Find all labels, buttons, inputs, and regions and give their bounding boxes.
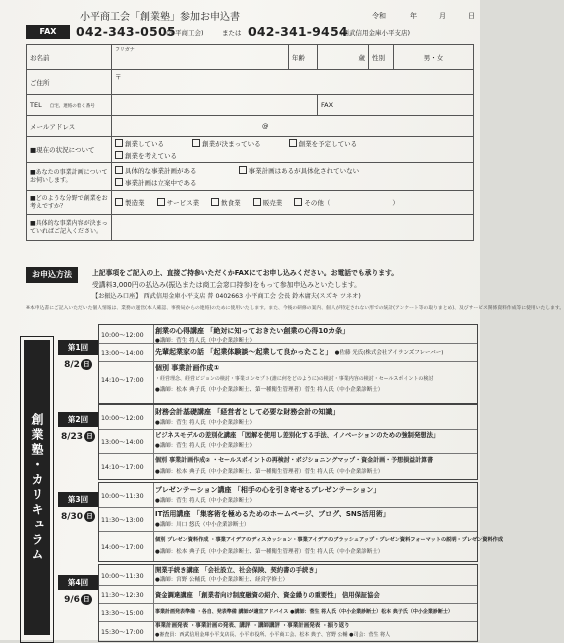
checkbox[interactable] [115,166,123,174]
row-content [155,590,475,599]
curriculum [14,320,504,640]
checkbox[interactable] [239,166,247,174]
date-line [372,11,475,21]
row-time: 13:00〜14:00 [101,439,144,446]
schedule-row [99,429,477,454]
row-content [155,455,475,478]
checkbox[interactable] [192,139,200,147]
row-time: 13:00〜14:00 [101,350,144,357]
schedule-row [99,531,504,561]
fax-sub-1: (小平商工会) [166,29,204,37]
row-title: 創業の心得講座 「絶対に知っておきたい創業の心得10カ条」 [155,327,350,335]
session-3 [58,492,98,522]
plan-label: ■あなたの事業計画についてお伺いします。 [27,163,112,191]
day-badge: 日 [84,511,95,522]
row-content [155,326,475,344]
schedule-row [99,483,477,508]
schedule-row [99,325,477,344]
email-label: メールアドレス [27,116,112,137]
checkbox[interactable] [294,198,302,206]
field-option[interactable]: その他（ [294,199,330,207]
concrete-label: ■具体的な事業内容が決まっていればご記入ください。 [27,215,112,241]
row-lecturer: ●講師：松本 典子氏（中小企業診断士、第一種衛生管理者）菅生 将人氏（中小企業診断士） [155,387,384,393]
row-lecturer: ●講師：松本 典子氏（中小企業診断士、第一種衛生管理者）菅生 将人氏（中小企業診断士） [155,469,384,475]
checkbox[interactable] [115,198,123,206]
fax-number-2[interactable]: 042-341-9454 [248,24,348,39]
session-1 [58,340,98,370]
row-time: 13:30〜15:00 [101,610,144,617]
field-option[interactable]: 飲食業 [211,199,241,207]
fax-field-cell[interactable] [318,95,474,116]
sex-field[interactable]: 男・女 [394,45,474,70]
status-option[interactable]: 創業を予定している [289,140,358,148]
plan-option[interactable]: 事業計画は立案中である [115,179,197,187]
address-label: ご住所 [27,70,112,95]
privacy-note: ※本申込書にご記入いただいた個人情報は、業務の運営(本人確認、事務局からの連絡)のために使用いたします。また、今後の研修の案内、個人が特定されない形での統計(アンケート等の取りまとめ)、及びサービス関係資料作成等に使用いたします。 [26,306,564,311]
field-close-paren: ） [392,199,399,207]
row-content [155,363,475,395]
email-field[interactable] [112,116,474,137]
schedule-row [99,585,477,604]
fax-field-label: FAX [321,101,334,109]
age-label: 年齢 [289,45,318,70]
curriculum-vertical-title: 創業塾・カリキュラム [24,340,50,635]
name-label: お名前 [27,45,112,70]
row-lecturer: ●審査員：西武信用金庫小平支店長、小平市役所、小平商工会、松本 典子、宮野 公輔 ●司会：菅生 将人 [155,632,391,638]
fax-bar [26,23,476,42]
row-title: プレゼンテーション講座 「相手の心を引き寄せるプレゼンテーション」 [155,486,381,494]
session-date: 8/2 日 [58,359,98,370]
fax-sub-2: (西武信用金庫小平支店) [340,29,411,37]
row-time: 14:10〜17:00 [101,464,144,471]
row-content [155,485,475,506]
schedule-row [99,565,477,586]
session-number: 第2回 [58,412,98,427]
row-time: 14:00〜17:00 [101,544,144,551]
schedule-row [99,453,477,479]
howto-line-1: 上記事項をご記入の上、直接ご持参いただくかFAXにてお申し込みください。お電話でも承ります。 [92,269,399,277]
schedule-row [99,343,477,362]
plan-options [112,163,474,191]
row-title: 個別 事業計画作成① [155,364,220,372]
row-title: 事業計画発表 ・事業計画の発表、講評 ・講師講評 ・事業計画発表 ・振り返り [155,623,350,629]
address-field[interactable] [112,70,474,95]
row-title: ビジネスモデルの差別化講座 「図解を使用し差別化する手法、イノベーションのための強制発想法」 [155,432,440,439]
status-options [112,137,474,163]
day-badge: 日 [81,594,92,605]
status-label: ■現在の状況について [27,137,112,163]
session-1-block [98,324,478,404]
row-lecturer: ●講師：菅生 将人氏（中小企業診断士） [155,443,256,449]
session-4 [58,575,98,605]
row-lecturer: ●佐藤 光氏(株式会社アイランズフレーバー) [334,350,444,356]
row-title: IT活用講座 「集客術を極めるためのホームページ、ブログ、SNS活用術」 [155,510,390,518]
session-3-block [98,482,504,562]
row-content [155,534,504,558]
fax-or: または [222,29,242,37]
session-date: 8/30 日 [58,511,98,522]
age-field[interactable]: 歳 [318,45,369,70]
status-option[interactable]: 創業している [115,140,164,148]
tel-field[interactable] [112,95,318,116]
date-month: 月 [439,12,446,20]
name-field[interactable] [112,45,289,70]
row-lecturer: ●講師：松本 典子氏（中小企業診断士、第一種衛生管理者）菅生 将人氏（中小企業診断士） [155,549,384,555]
postal-mark: 〒 [115,73,122,81]
row-title: 個別 プレゼン資料作成 ・事業アイデアのディスカッション・事業アイデアのブラッシュアップ・プレゼン資料フォーマットの説明・プレゼン資料作成 [155,537,504,543]
status-option[interactable]: 創業が決まっている [192,140,261,148]
row-content [155,509,475,530]
row-title: 資金調達講座 「創業者向け制度融資の紹介、資金繰りの重要性」 信用保証協会 [155,592,380,599]
fax-label: FAX [26,25,70,39]
schedule-row [99,405,477,430]
field-label: ■どのような分野で創業をお考えですか？ [27,191,112,215]
session-number: 第4回 [58,575,98,590]
row-time: 14:10〜17:00 [101,377,144,384]
row-title: 開業手続き講座 「会社設立、社会保険、契約書の手続き」 [155,567,321,574]
plan-option[interactable]: 事業計画はあるが具体化されていない [239,167,360,175]
row-time: 10:00〜11:30 [101,493,144,500]
schedule-row [99,507,477,532]
checkbox[interactable] [157,198,165,206]
date-year: 年 [410,12,417,20]
checkbox[interactable] [115,139,123,147]
tel-hint: 自宅、連絡の着く番号 [49,104,95,109]
concrete-field[interactable] [112,215,474,241]
day-badge: 日 [84,431,95,442]
row-time: 10:00〜12:00 [101,332,144,339]
row-content [155,608,475,615]
row-lecturer: ●講師：菅生 将人氏（中小企業診断士） [155,498,256,504]
howto-line-3: 【お振込み口座】 西武信用金庫小平支店 普 0402663 小平商工会 会長 鈴木庸夫(スズキ ツネオ) [92,293,361,300]
session-2 [58,412,98,442]
howto-line-2: 受講料3,000円の払込み(振込または商工会窓口持参)をもって参加申込みといたします。 [92,281,361,289]
row-lecturer: ●講師：宮野 公輔氏（中小企業診断士、経営学修士） [155,577,289,583]
row-subtext: ・経営理念、経営ビジョンの検討・事業コンセプト(誰に何をどのように)の検討・事業内容の検討・セールスポイントの検討 [155,376,434,382]
session-4-block [98,564,478,642]
row-content [155,431,475,451]
row-title: 先輩起業家の話 「起業体験談〜起業して良かったこと」 [155,348,333,356]
row-content [155,347,475,357]
session-number: 第1回 [58,340,98,355]
session-2-block [98,404,478,480]
fax-number-1[interactable]: 042-343-0505 [76,24,176,39]
howto-tag: お申込方法 [26,267,78,283]
row-lecturer: ●講師：菅生 将人氏（中小企業診断士） [155,420,256,426]
email-at: @ [262,122,269,130]
session-date: 8/23 日 [58,431,98,442]
row-time: 11:30〜13:00 [101,517,144,524]
schedule-row [99,603,477,622]
application-form-table [26,44,474,241]
row-title: 財務会計基礎講座 「経営者として必要な財務会計の知識」 [155,408,340,416]
session-number: 第3回 [58,492,98,507]
row-time: 15:30〜17:00 [101,629,144,636]
checkbox[interactable] [211,198,219,206]
row-time: 11:30〜12:30 [101,592,144,599]
date-day: 日 [468,12,475,20]
field-option[interactable]: 販売業 [253,199,283,207]
checkbox[interactable] [115,178,123,186]
checkbox[interactable] [115,151,123,159]
row-time: 10:00〜12:00 [101,415,144,422]
date-era: 令和 [372,12,386,20]
checkbox[interactable] [253,198,261,206]
furigana-label: フリガナ [115,47,135,53]
schedule-row [99,621,477,641]
schedule-row [99,361,477,403]
field-option[interactable]: 製造業 [115,199,145,207]
tel-label: TEL 自宅、連絡の着く番号 [27,95,112,116]
session-date: 9/6 日 [58,594,98,605]
page-title: 小平商工会「創業塾」参加お申込書 [80,12,240,23]
row-content [155,622,475,640]
field-options [112,191,474,215]
checkbox[interactable] [289,139,297,147]
status-option[interactable]: 創業を考えている [115,152,177,160]
day-badge: 日 [81,359,92,370]
sex-label: 性別 [369,45,394,70]
row-time: 10:00〜11:30 [101,573,144,580]
field-option[interactable]: サービス業 [157,199,200,207]
row-lecturer: ●講師：川口 悠氏（中小企業診断士） [155,522,250,528]
row-lecturer: ●講師：菅生 将人氏（中小企業診断士） [155,338,256,344]
row-content [155,407,475,428]
row-title: 事業計画発表準備 ・各自、発表準備 講師が適宜アドバイス ●講師：菅生 将人氏（中小企業診断士）松本 典子氏（中小企業診断士） [155,609,453,615]
plan-option[interactable]: 具体的な事業計画がある [115,167,197,175]
row-title: 個別 事業計画作成② ・セールスポイントの再検討・ポジショニングマップ・資金計画・予想損益計算書 [155,457,434,464]
row-content [155,566,475,585]
